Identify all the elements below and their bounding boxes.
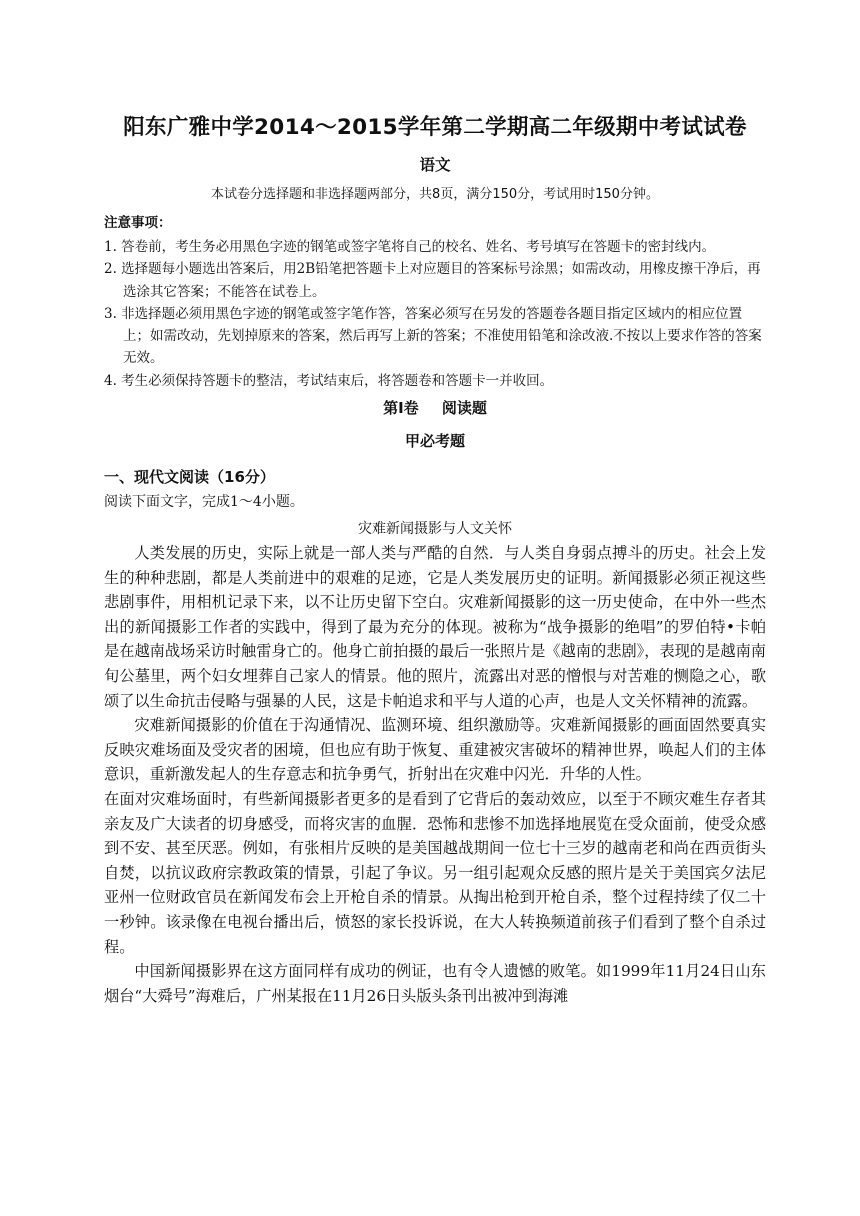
- article-title: 灾难新闻摄影与人文关怀: [358, 521, 512, 538]
- exam-info: 本试卷分选择题和非选择题两部分，共8页，满分150分，考试用时150分钟。: [211, 187, 659, 202]
- article-paragraph: 人类发展的历史，实际上就是一部人类与严酷的自然．与人类自身弱点搏斗的历史。社会上发生的种种悲剧，都是人类前进中的艰难的足迹，它是人类发展历史的证明。新闻摄影必须正视这些悲剧事件，用相机记录下来，以不让历史留下空白。灾难新闻摄影的这一历史使命，在中外一些杰出的新闻摄影工作者的实践中，得到了最为充分的体现。被称为“战争摄影的绝唱”的罗伯特•卡帕是在越南战场采访时触雷身亡的。他身亡前拍摄的最后一张照片是《越南的悲剧》，表现的是越南南旬公墓里，两个妇女埋葬自己家人的情景。他的照片，流露出对恶的憎恨与对苦难的恻隐之心，歌颂了以生命抗击侵略与强暴的人民，这是卡帕追求和平与人道的心声，也是人文关怀精神的流露。: [104, 544, 766, 710]
- notices-list: [104, 236, 766, 392]
- required-heading: 甲必考题: [404, 432, 465, 451]
- article-paragraph: 中国新闻摄影界在这方面同样有成功的例证，也有令人遗憾的败笔。如1999年11月24日山东烟台“大舜号”海难后，广州某报在11月26日头版头条刊出被冲到海滩: [104, 962, 766, 1005]
- notice-item: 2. 选择题每小题选出答案后，用2B铅笔把答题卡上对应题目的答案标号涂黑；如需改动，用橡皮擦干净后，再选涂其它答案；不能答在试卷上。: [104, 261, 761, 300]
- exam-title: 阳东广雅中学2014～2015学年第二学期高二年级期中考试试卷: [123, 115, 747, 140]
- volume-heading: 第Ⅰ卷 阅读题: [383, 399, 487, 418]
- article-paragraph: 在面对灾难场面时，有些新闻摄影者更多的是看到了它背后的轰动效应，以至于不顾灾难生存者其亲友及广大读者的切身感受，而将灾害的血腥．恐怖和悲惨不加选择地展览在受众面前，使受众感到不安、甚至厌恶。例如，有张相片反映的是美国越战期间一位七十三岁的越南老和尚在西贡街头自焚，以抗议政府宗教政策的情景，引起了争议。另一组引起观众反感的照片是关于美国宾夕法尼亚州一位财政官员在新闻发布会上开枪自杀的情景。从掏出枪到开枪自杀，整个过程持续了仅二十一秒钟。该录像在电视台播出后，愤怒的家长投诉说，在大人转换频道前孩子们看到了整个自杀过程。: [104, 790, 766, 956]
- reading-heading: 一、现代文阅读（16分）: [104, 468, 275, 487]
- exam-subject: 语文: [419, 156, 451, 174]
- article-body: [104, 541, 766, 1008]
- article-paragraph: 灾难新闻摄影的价值在于沟通情况、监测环境、组织激励等。灾难新闻摄影的画面固然要真实反映灾难场面及受灾者的困境，但也应有助于恢复、重建被灾害破坏的精神世界，唤起人们的主体意识，重新激发起人的生存意志和抗争勇气，折射出在灾难中闪光．升华的人性。: [104, 716, 766, 784]
- notice-item: 3. 非选择题必须用黑色字迹的钢笔或签字笔作答，答案必须写在另发的答题卷各题目指定区域内的相应位置上；如需改动，先划掉原来的答案，然后再写上新的答案；不准使用铅笔和涂改液.不按以上要求作答的答案无效。: [104, 305, 762, 367]
- notice-item: 4. 考生必须保持答题卡的整洁，考试结束后，将答题卷和答题卡一并收回。: [104, 372, 554, 389]
- notice-item: 1. 答卷前，考生务必用黑色字迹的钢笔或签字笔将自己的校名、姓名、考号填写在答题卡的密封线内。: [104, 239, 716, 255]
- notices-heading: 注意事项：: [104, 215, 172, 231]
- reading-instruction: 阅读下面文字，完成1～4小题。: [104, 494, 304, 511]
